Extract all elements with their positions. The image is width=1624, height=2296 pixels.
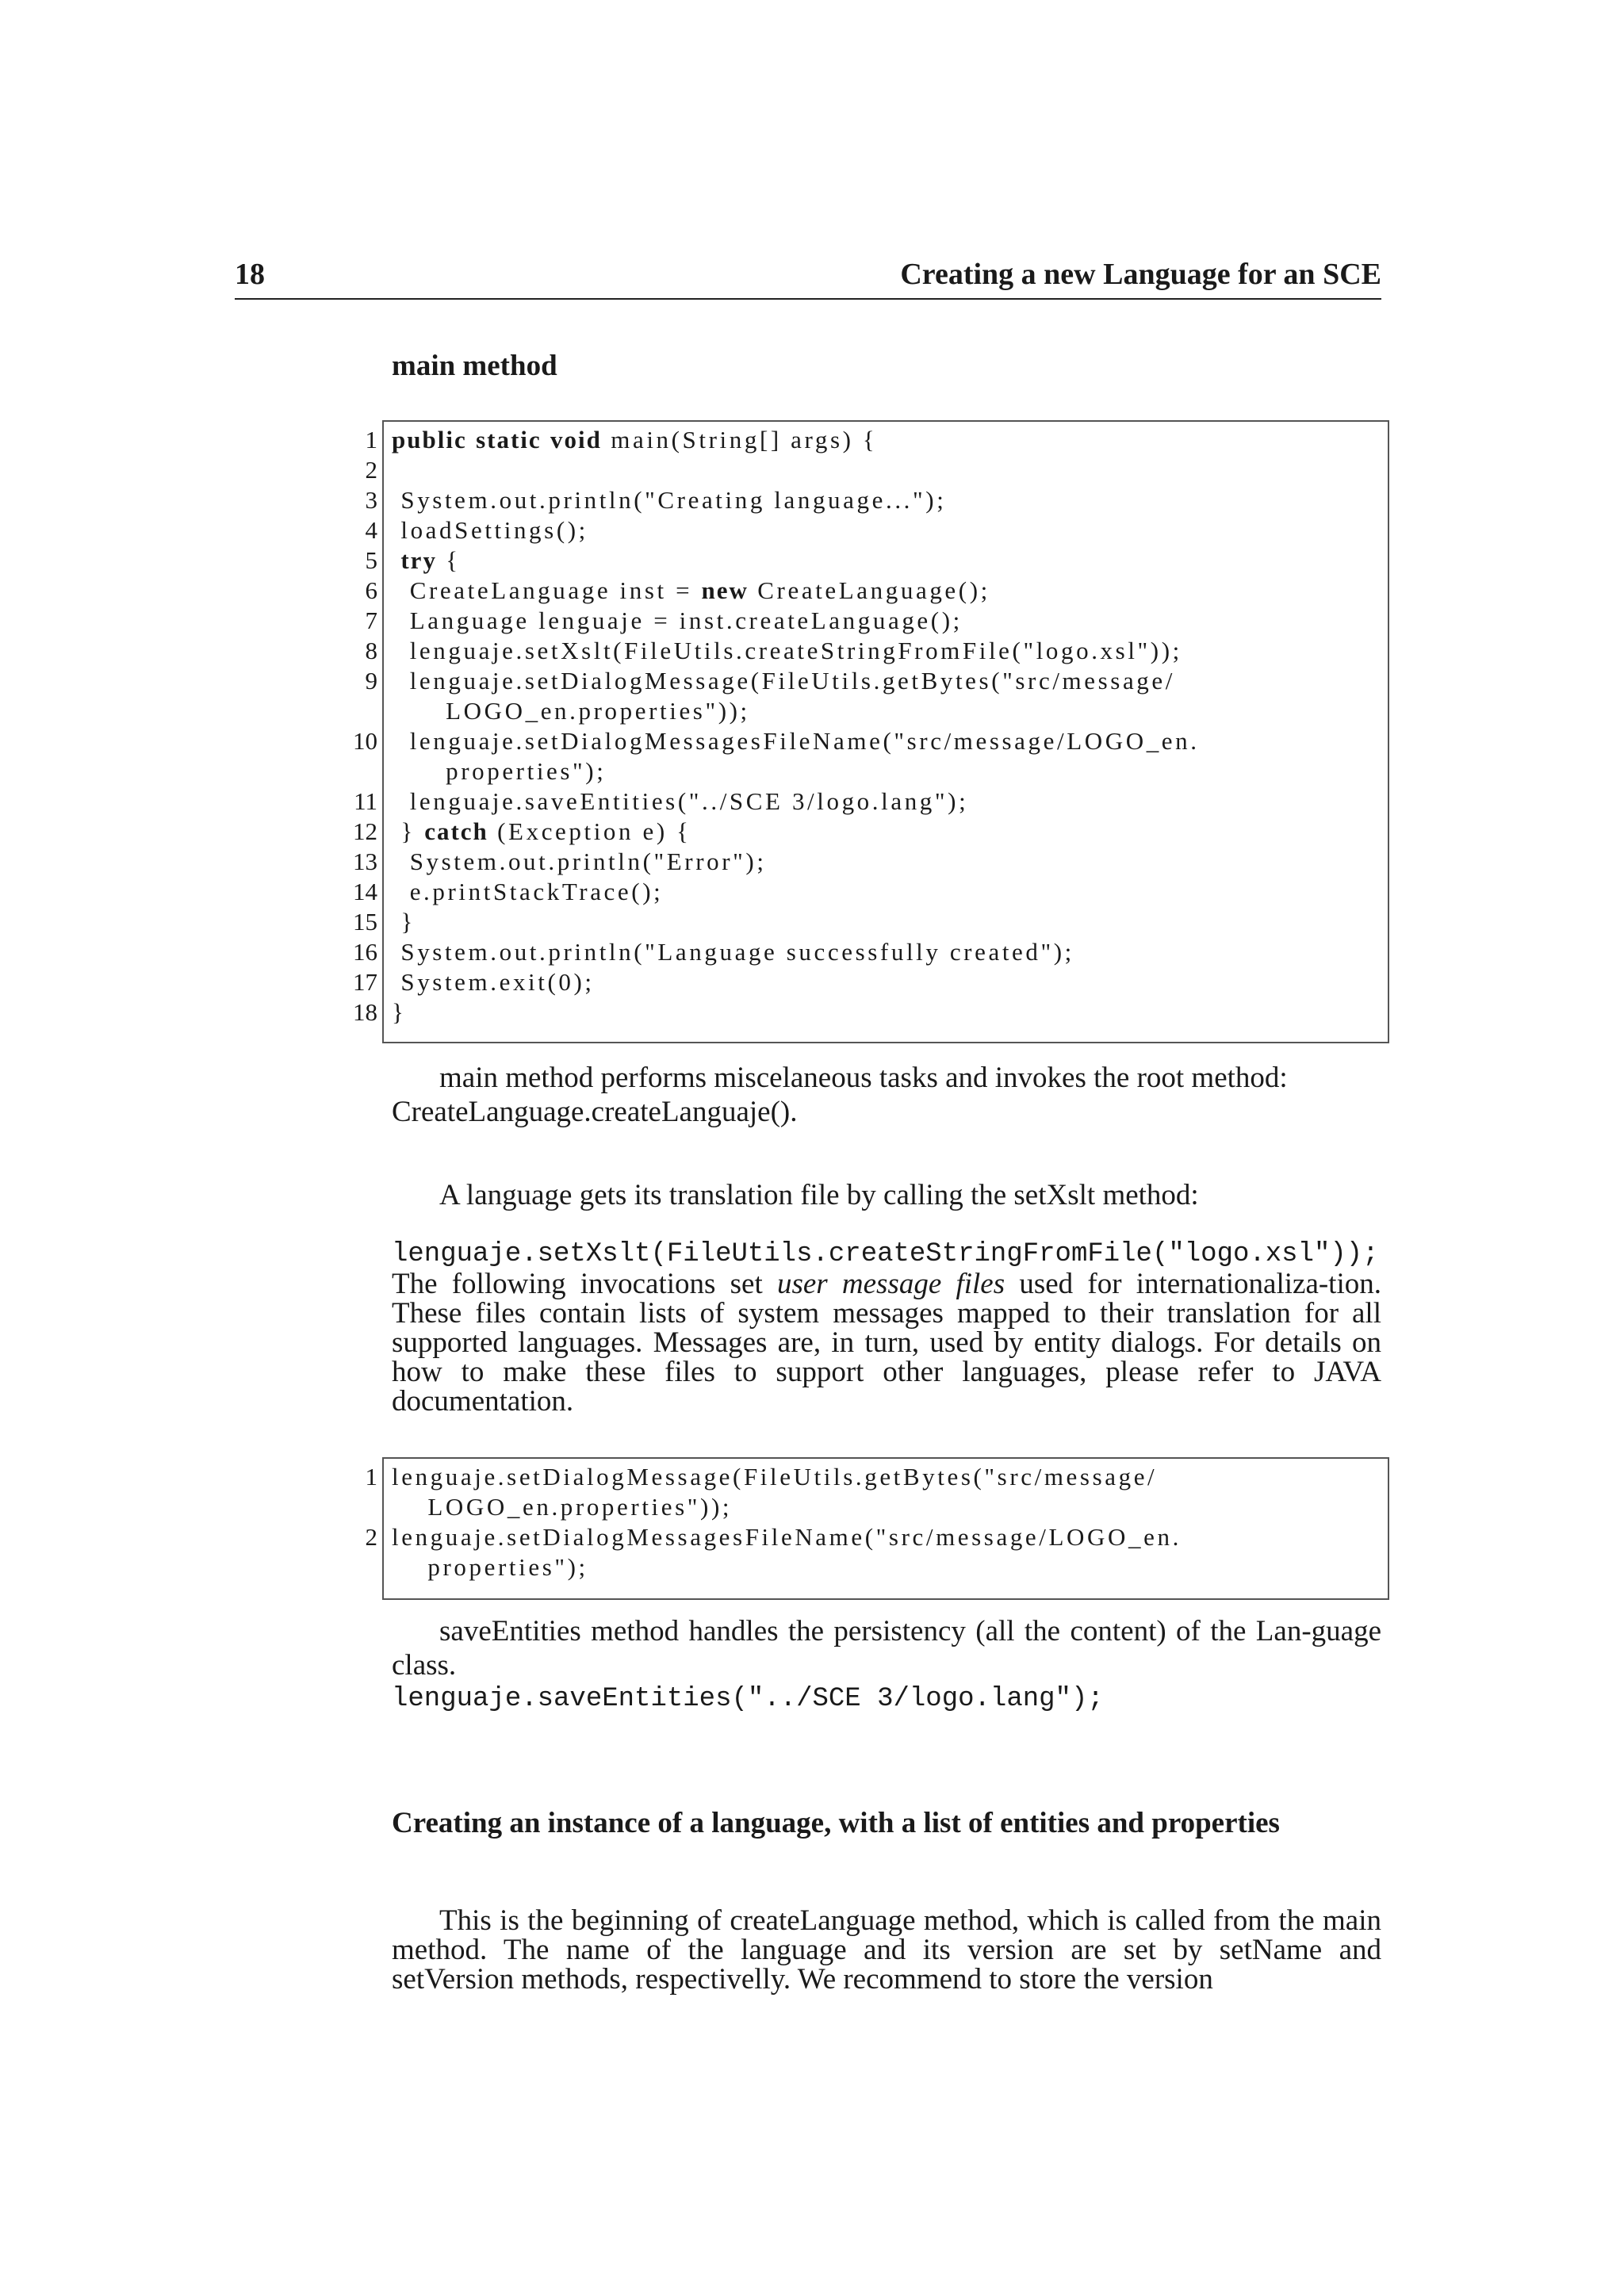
code-line (353, 907, 1200, 937)
code-line (353, 726, 1200, 756)
paragraph-text: This is the beginning of createLanguage method, which is called from the main method. The name of the language and its version are set by setName and setVersion methods, respectivelly. We recommend to store the version (392, 1904, 1381, 1996)
paragraph-main-method (392, 1061, 1381, 1129)
code-text: properties"); (392, 757, 607, 785)
line-number: 1 (365, 1463, 377, 1490)
paragraph-setxslt-intro (392, 1178, 1381, 1212)
paragraph-text: saveEntities method handles the persistency (all the content) of the Lan-guage class. (392, 1615, 1381, 1682)
page-number: 18 (235, 258, 265, 291)
code-line (365, 515, 1200, 545)
code-text: lenguaje.setXslt(FileUtils.createStringFromFile("logo.xsl")); (392, 637, 1182, 664)
line-number: 8 (365, 637, 377, 664)
line-number: 11 (354, 787, 377, 815)
inline-code-saveentities: lenguaje.saveEntities("../SCE 3/logo.lang"); (392, 1684, 1104, 1714)
code-line (353, 877, 1200, 907)
line-number: 3 (365, 486, 377, 514)
code-text: lenguaje.setDialogMessagesFileName("src/message/LOGO_en. (392, 1523, 1182, 1551)
code-text: CreateLanguage inst = new CreateLanguage(); (392, 576, 990, 604)
code-text: System.out.println("Language successfully created"); (392, 938, 1074, 966)
code-text: LOGO_en.properties")); (392, 1493, 733, 1521)
line-number: 13 (353, 848, 377, 875)
code-line (365, 545, 1200, 576)
code-text: public static void main(String[] args) { (392, 426, 878, 453)
code-text: System.out.println("Error"); (392, 848, 767, 875)
code-line (365, 606, 1200, 636)
code-listing-messages (365, 1462, 1182, 1582)
code-listing-main (353, 425, 1200, 1027)
line-number: 10 (353, 727, 377, 755)
code-line (365, 666, 1200, 696)
line-number: 2 (365, 456, 377, 484)
section-heading-main-method: main method (392, 350, 557, 382)
section-heading-create-instance: Creating an instance of a language, with a list of entities and properties (392, 1807, 1280, 1839)
code-line (365, 455, 1200, 485)
line-number: 2 (365, 1523, 377, 1551)
line-number: 6 (365, 576, 377, 604)
paragraph-line: main method performs miscelaneous tasks and invokes the root method: (439, 1062, 1288, 1094)
code-text: System.out.println("Creating language..."); (392, 486, 947, 514)
code-line (365, 1522, 1182, 1552)
code-line (365, 636, 1200, 666)
code-line (392, 696, 1200, 726)
code-line (392, 1552, 1182, 1582)
code-line (353, 817, 1200, 847)
line-number: 15 (353, 908, 377, 936)
line-number: 9 (365, 667, 377, 695)
line-number: 17 (353, 968, 377, 996)
paragraph-line: CreateLanguage.createLanguaje(). (392, 1096, 798, 1128)
code-line (353, 937, 1200, 967)
code-text: lenguaje.setDialogMessagesFileName("src/message/LOGO_en. (392, 727, 1200, 755)
code-text: loadSettings(); (392, 516, 588, 544)
emphasis-text: user message files (776, 1268, 1005, 1300)
paragraph-text: A language gets its translation file by calling the setXslt method: (439, 1179, 1199, 1211)
line-number: 16 (353, 938, 377, 966)
code-line (353, 997, 1200, 1027)
code-line (365, 425, 1200, 455)
line-number: 5 (365, 546, 377, 574)
code-line (353, 967, 1200, 997)
code-text: } (392, 998, 407, 1026)
code-line (392, 756, 1200, 786)
code-text: lenguaje.setDialogMessage(FileUtils.getBytes("src/message/ (392, 1463, 1158, 1490)
code-text: LOGO_en.properties")); (392, 697, 750, 725)
paragraph-text: used for internationaliza-tion. These files contain lists of system messages mapped to their translation for all supported languages. Messages are, in turn, used by entity dialogs. For details on how to make these files to support other languages, please refer to JAVA documentation. (392, 1268, 1381, 1418)
line-number: 7 (365, 607, 377, 634)
paragraph-save-entities (392, 1614, 1381, 1716)
line-number: 12 (353, 817, 377, 845)
line-number: 18 (353, 998, 377, 1026)
paragraph-create-language (392, 1906, 1381, 1994)
code-text: lenguaje.setDialogMessage(FileUtils.getBytes("src/message/ (392, 667, 1175, 695)
line-number: 4 (365, 516, 377, 544)
code-text: properties"); (392, 1553, 588, 1581)
code-text: } catch (Exception e) { (392, 817, 691, 845)
code-line (365, 1462, 1182, 1492)
line-number: 14 (353, 878, 377, 905)
paragraph-text: The following invocations set (392, 1268, 777, 1300)
code-text: } (392, 908, 416, 936)
code-text: e.printStackTrace(); (392, 878, 664, 905)
code-text: Language lenguaje = inst.createLanguage(); (392, 607, 963, 634)
running-header (235, 252, 1381, 300)
code-line (392, 1492, 1182, 1522)
code-text: lenguaje.saveEntities("../SCE 3/logo.lang"); (392, 787, 969, 815)
inline-code-setxslt: lenguaje.setXslt(FileUtils.createStringFromFile("logo.xsl")); (392, 1239, 1379, 1269)
code-text: System.exit(0); (392, 968, 595, 996)
paragraph-message-files (392, 1240, 1381, 1416)
code-line (365, 485, 1200, 515)
code-line (354, 786, 1200, 817)
code-line (353, 847, 1200, 877)
chapter-title: Creating a new Language for an SCE (900, 258, 1381, 291)
line-number: 1 (365, 426, 377, 453)
code-line (365, 576, 1200, 606)
code-text: try { (400, 546, 461, 574)
